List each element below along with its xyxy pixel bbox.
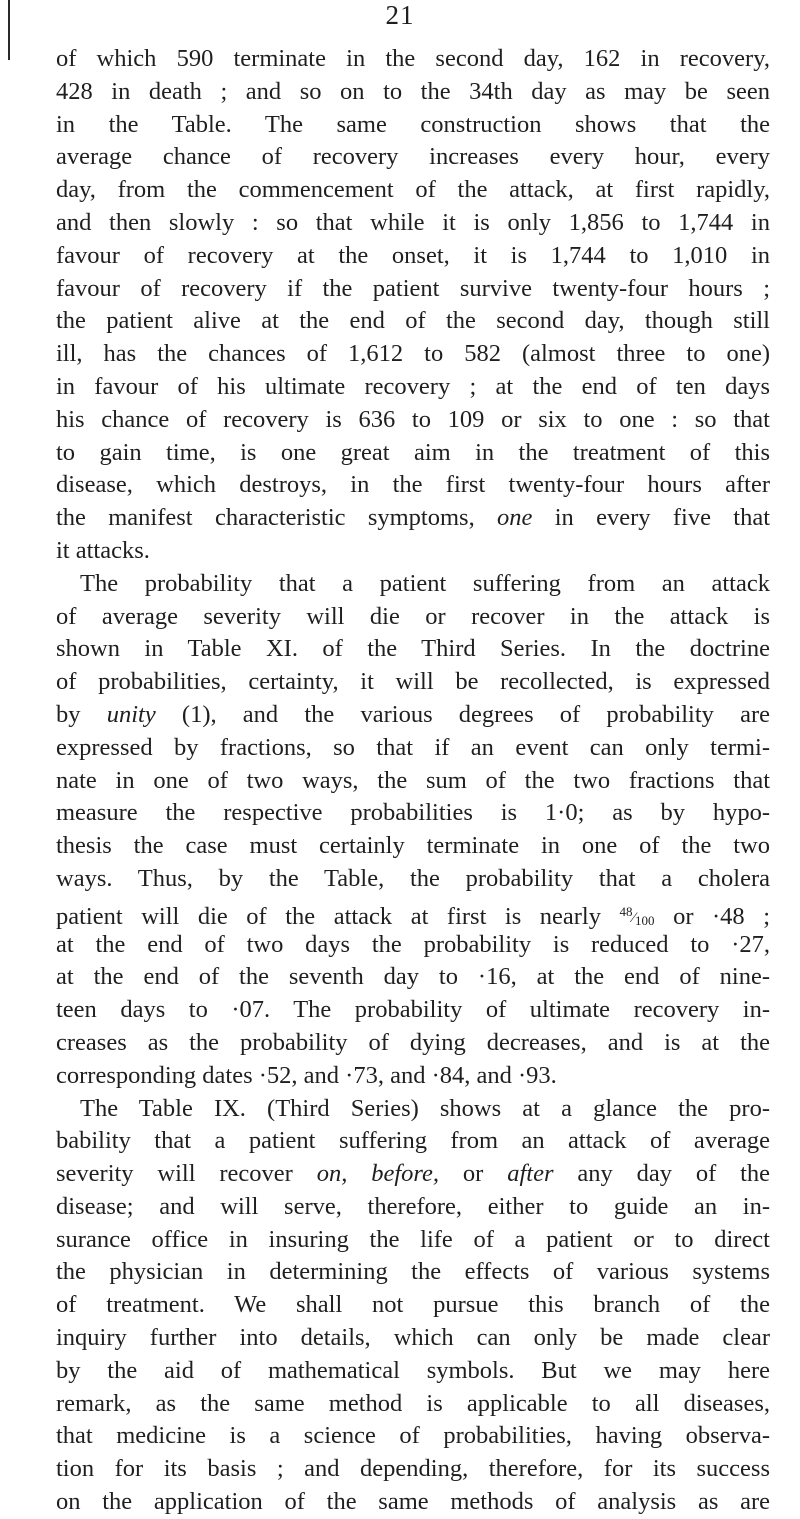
- text-line: [56, 699, 770, 732]
- text-segment: (1), and the various degrees of probability are: [181, 700, 770, 728]
- emphasis-before: before,: [371, 1160, 440, 1188]
- fraction-numerator: 48: [619, 903, 633, 919]
- paragraph-end-line: it attacks.: [56, 536, 150, 564]
- text-line: in favour of his ultimate recovery ; at the end of ten days: [56, 372, 770, 400]
- emphasis-unity: unity: [106, 700, 156, 728]
- text-line: ill, has the chances of 1,612 to 582 (almost three to one): [56, 340, 770, 368]
- text-line: ways. Thus, by the Table, the probability that a cholera: [56, 864, 770, 892]
- text-segment: patient will die of the attack at first is nearly: [56, 902, 601, 929]
- text-line: to gain time, is one great aim in the treatment of this: [56, 438, 770, 466]
- page-number: 21: [385, 0, 415, 30]
- text-line: average chance of recovery increases every hour, every: [56, 143, 770, 171]
- text-line: [56, 1158, 770, 1191]
- text-line: disease, which destroys, in the first twenty-four hours after: [56, 471, 770, 499]
- text-line: teen days to ·07. The probability of ultimate recovery in-: [56, 996, 770, 1024]
- text-line: of which 590 terminate in the second day, 162 in recovery,: [56, 45, 770, 72]
- text-line: tion for its basis ; and depending, therefore, for its success: [56, 1455, 770, 1483]
- paragraph-end-line: corresponding dates ·52, and ·73, and ·84, and ·93.: [56, 1061, 557, 1089]
- text-line: [56, 896, 770, 929]
- text-line: measure the respective probabilities is 1·0; as by hypo-: [56, 799, 770, 827]
- paragraph-start-line: The Table IX. (Third Series) shows at a glance the pro-: [80, 1094, 770, 1122]
- emphasis-after: after: [507, 1160, 554, 1188]
- text-segment: or: [462, 1160, 484, 1188]
- text-line: the patient alive at the end of the second day, though still: [56, 307, 770, 335]
- fraction: $^{48}⁄_{100}$: [619, 903, 655, 928]
- text-line: of treatment. We shall not pursue this branch of the: [56, 1291, 770, 1319]
- text-line: his chance of recovery is 636 to 109 or six to one : so that: [56, 405, 770, 433]
- body-text: [56, 43, 770, 1519]
- text-line: by the aid of mathematical symbols. But we may here: [56, 1356, 770, 1384]
- text-line: at the end of two days the probability is reduced to ·27,: [56, 930, 770, 958]
- text-segment: severity will recover: [56, 1160, 293, 1188]
- text-line: 428 in death ; and so on to the 34th day as may be seen: [56, 77, 770, 105]
- text-line: shown in Table XI. of the Third Series. In the doctrine: [56, 635, 770, 663]
- text-line: that medicine is a science of probabilities, having observa-: [56, 1422, 770, 1450]
- text-line: [56, 502, 770, 535]
- emphasis-one: one: [497, 504, 533, 532]
- emphasis-on: on,: [316, 1160, 348, 1188]
- text-line: surance office in insuring the life of a patient or to direct: [56, 1225, 770, 1253]
- text-line: creases as the probability of dying decreases, and is at the: [56, 1028, 770, 1056]
- text-line: of average severity will die or recover in the attack is: [56, 602, 770, 630]
- text-line: day, from the commencement of the attack, at first rapidly,: [56, 176, 770, 204]
- text-line: thesis the case must certainly terminate in one of the two: [56, 832, 770, 860]
- text-line: of probabilities, certainty, it will be recollected, is expressed: [56, 668, 770, 696]
- text-segment: the manifest characteristic symptoms,: [56, 504, 475, 532]
- text-segment: or ·48 ;: [673, 902, 770, 929]
- text-line: remark, as the same method is applicable to all diseases,: [56, 1389, 770, 1417]
- text-line: favour of recovery if the patient survive twenty-four hours ;: [56, 274, 770, 302]
- text-line: the physician in determining the effects of various systems: [56, 1258, 770, 1286]
- text-segment: by: [56, 700, 81, 728]
- text-line: favour of recovery at the onset, it is 1,744 to 1,010 in: [56, 241, 770, 269]
- text-line: bability that a patient suffering from an attack of average: [56, 1127, 770, 1155]
- text-line: inquiry further into details, which can only be made clear: [56, 1324, 770, 1352]
- paragraph-start-line: The probability that a patient suffering from an attack: [80, 569, 770, 597]
- text-line: and then slowly : so that while it is only 1,856 to 1,744 in: [56, 208, 770, 236]
- text-line: expressed by fractions, so that if an event can only termi-: [56, 733, 770, 761]
- fraction-denominator: 100: [635, 912, 655, 928]
- text-line: on the application of the same methods of analysis as are: [56, 1488, 770, 1516]
- text-line: disease; and will serve, therefore, either to guide an in-: [56, 1192, 770, 1220]
- text-segment: in every five that: [554, 504, 770, 532]
- text-line: nate in one of two ways, the sum of the two fractions that: [56, 766, 770, 794]
- text-line: in the Table. The same construction shows that the: [56, 110, 770, 138]
- text-line: at the end of the seventh day to ·16, at the end of nine-: [56, 963, 770, 991]
- text-segment: any day of the: [577, 1160, 770, 1188]
